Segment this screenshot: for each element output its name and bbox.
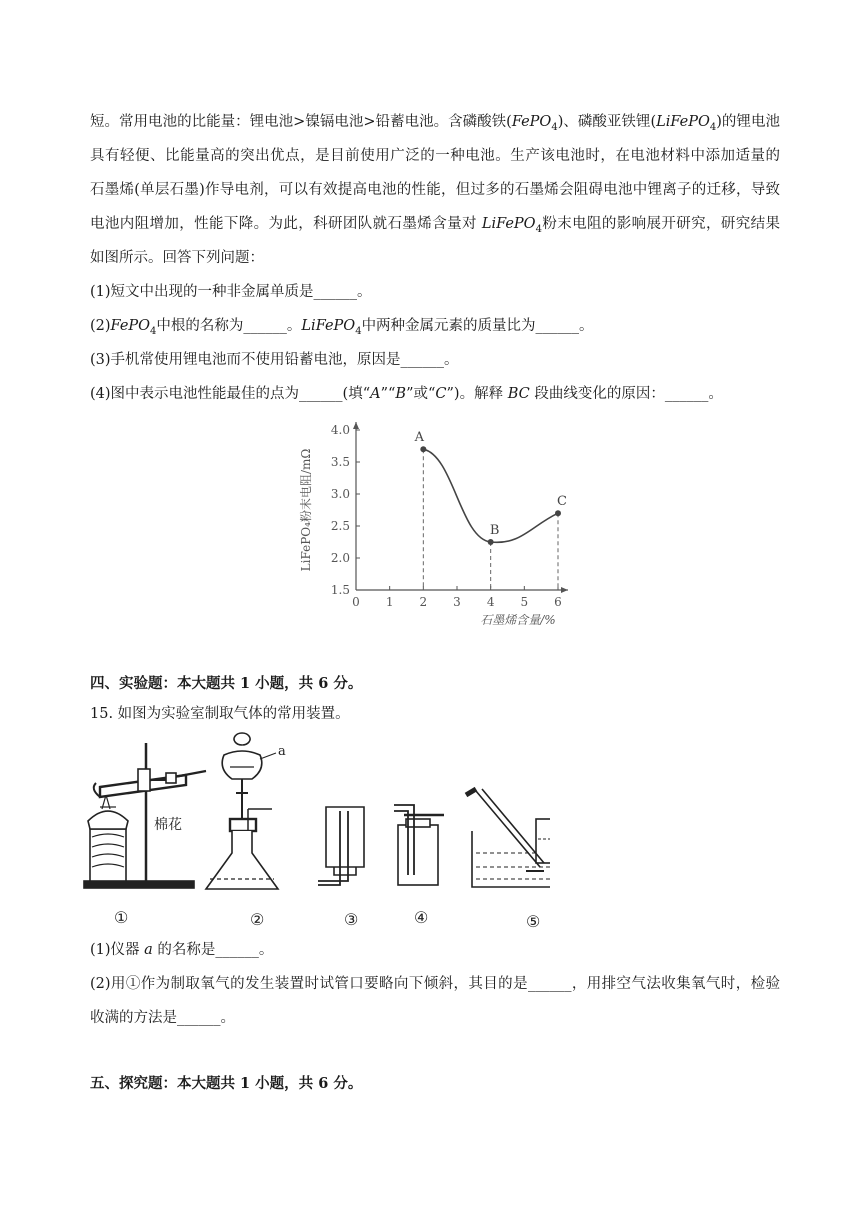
question-4: (4)图中表示电池性能最佳的点为______(填“A”“B”或“C”)。解释 BC 段曲线变化的原因：______。 — [90, 386, 723, 402]
x-tick-label: 4 — [486, 595, 495, 609]
x-tick-label: 3 — [453, 595, 461, 609]
question-1: (1)短文中出现的一种非金属单质是______。 — [90, 284, 372, 300]
x-tick-label: 0 — [352, 595, 360, 609]
point-A — [420, 446, 426, 452]
y-tick-label: 4.0 — [330, 423, 350, 437]
apparatus-5-water-displacement — [466, 789, 550, 931]
question-3: (3)手机常使用锂电池而不使用铅蓄电池，原因是______。 — [90, 352, 459, 368]
y-axis-arrow — [353, 422, 359, 429]
question-15-2-line-2: 收满的方法是______。 — [90, 1010, 235, 1026]
point-label-C: C — [557, 494, 567, 510]
label-1: ① — [114, 908, 129, 927]
passage-line-3: 石墨烯(单层石墨)作导电剂，可以有效提高电池的性能，但过多的石墨烯会阻碍电池中锂离子的迁移，导致 — [90, 182, 780, 198]
question-15: 15. 如图为实验室制取气体的常用装置。 — [90, 706, 350, 722]
x-axis-label: 石墨烯含量/% — [480, 613, 556, 627]
x-tick-label: 2 — [419, 595, 428, 609]
passage-line-5: 如图所示。回答下列问题： — [90, 250, 264, 266]
point-B — [488, 539, 494, 545]
y-tick-label: 3.0 — [330, 487, 350, 501]
apparatus-1-heating — [84, 743, 206, 927]
question-15-1: (1)仪器 a 的名称是______。 — [90, 942, 274, 958]
resistance-chart — [280, 412, 580, 634]
question-15-2-line-1: (2)用①作为制取氧气的发生装置时试管口要略向下倾斜，其目的是______，用排空气法收集氧气时，检验 — [90, 976, 780, 992]
x-tick-label: 1 — [385, 595, 394, 609]
x-axis-arrow — [561, 587, 568, 593]
lab-apparatus-figure — [80, 725, 550, 940]
apparatus-3-downward-air-collection — [318, 807, 364, 929]
x-tick-label: 6 — [554, 595, 562, 609]
y-tick-label: 1.5 — [330, 583, 350, 597]
y-tick-label: 2.0 — [330, 551, 350, 565]
label-5: ⑤ — [526, 912, 541, 931]
label-2: ② — [250, 910, 265, 929]
y-tick-label: 3.5 — [330, 455, 350, 469]
section-5-heading: 五、探究题：本大题共 1 小题，共 6 分。 — [90, 1075, 363, 1092]
label-3: ③ — [344, 910, 359, 929]
apparatus-4-upward-air-collection — [394, 805, 444, 927]
label-4: ④ — [414, 908, 429, 927]
passage-line-1: 短。常用电池的比能量：锂电池>镍镉电池>铅蓄电池。含磷酸铁(FePO$_4$)、磷酸亚铁锂(LiFePO$_4$)的锂电池 — [90, 114, 780, 133]
point-C — [555, 510, 561, 516]
apparatus-2-flask-funnel — [206, 733, 286, 929]
y-tick-label: 2.5 — [330, 519, 350, 533]
passage-line-2: 具有轻便、比能量高的突出优点，是目前使用广泛的一种电池。生产该电池时，在电池材料中添加适量的 — [90, 148, 780, 164]
section-4-heading: 四、实验题：本大题共 1 小题，共 6 分。 — [90, 675, 363, 692]
cotton-label: 棉花 — [154, 817, 182, 833]
point-label-A: A — [414, 430, 425, 446]
passage-line-4: 电池内阻增加，性能下降。为此，科研团队就石墨烯含量对 LiFePO$_4$粉末电阻的影响展开研究，研究结果 — [90, 216, 780, 235]
y-axis-label: LiFePO₄粉末电阻/mΩ — [299, 448, 313, 572]
point-label-B: B — [489, 523, 500, 538]
x-tick-label: 5 — [520, 595, 529, 609]
instrument-a-label: a — [278, 744, 286, 759]
question-2: (2)FePO$_4$中根的名称为______。LiFePO$_4$中两种金属元素的质量比为______。 — [90, 318, 594, 337]
